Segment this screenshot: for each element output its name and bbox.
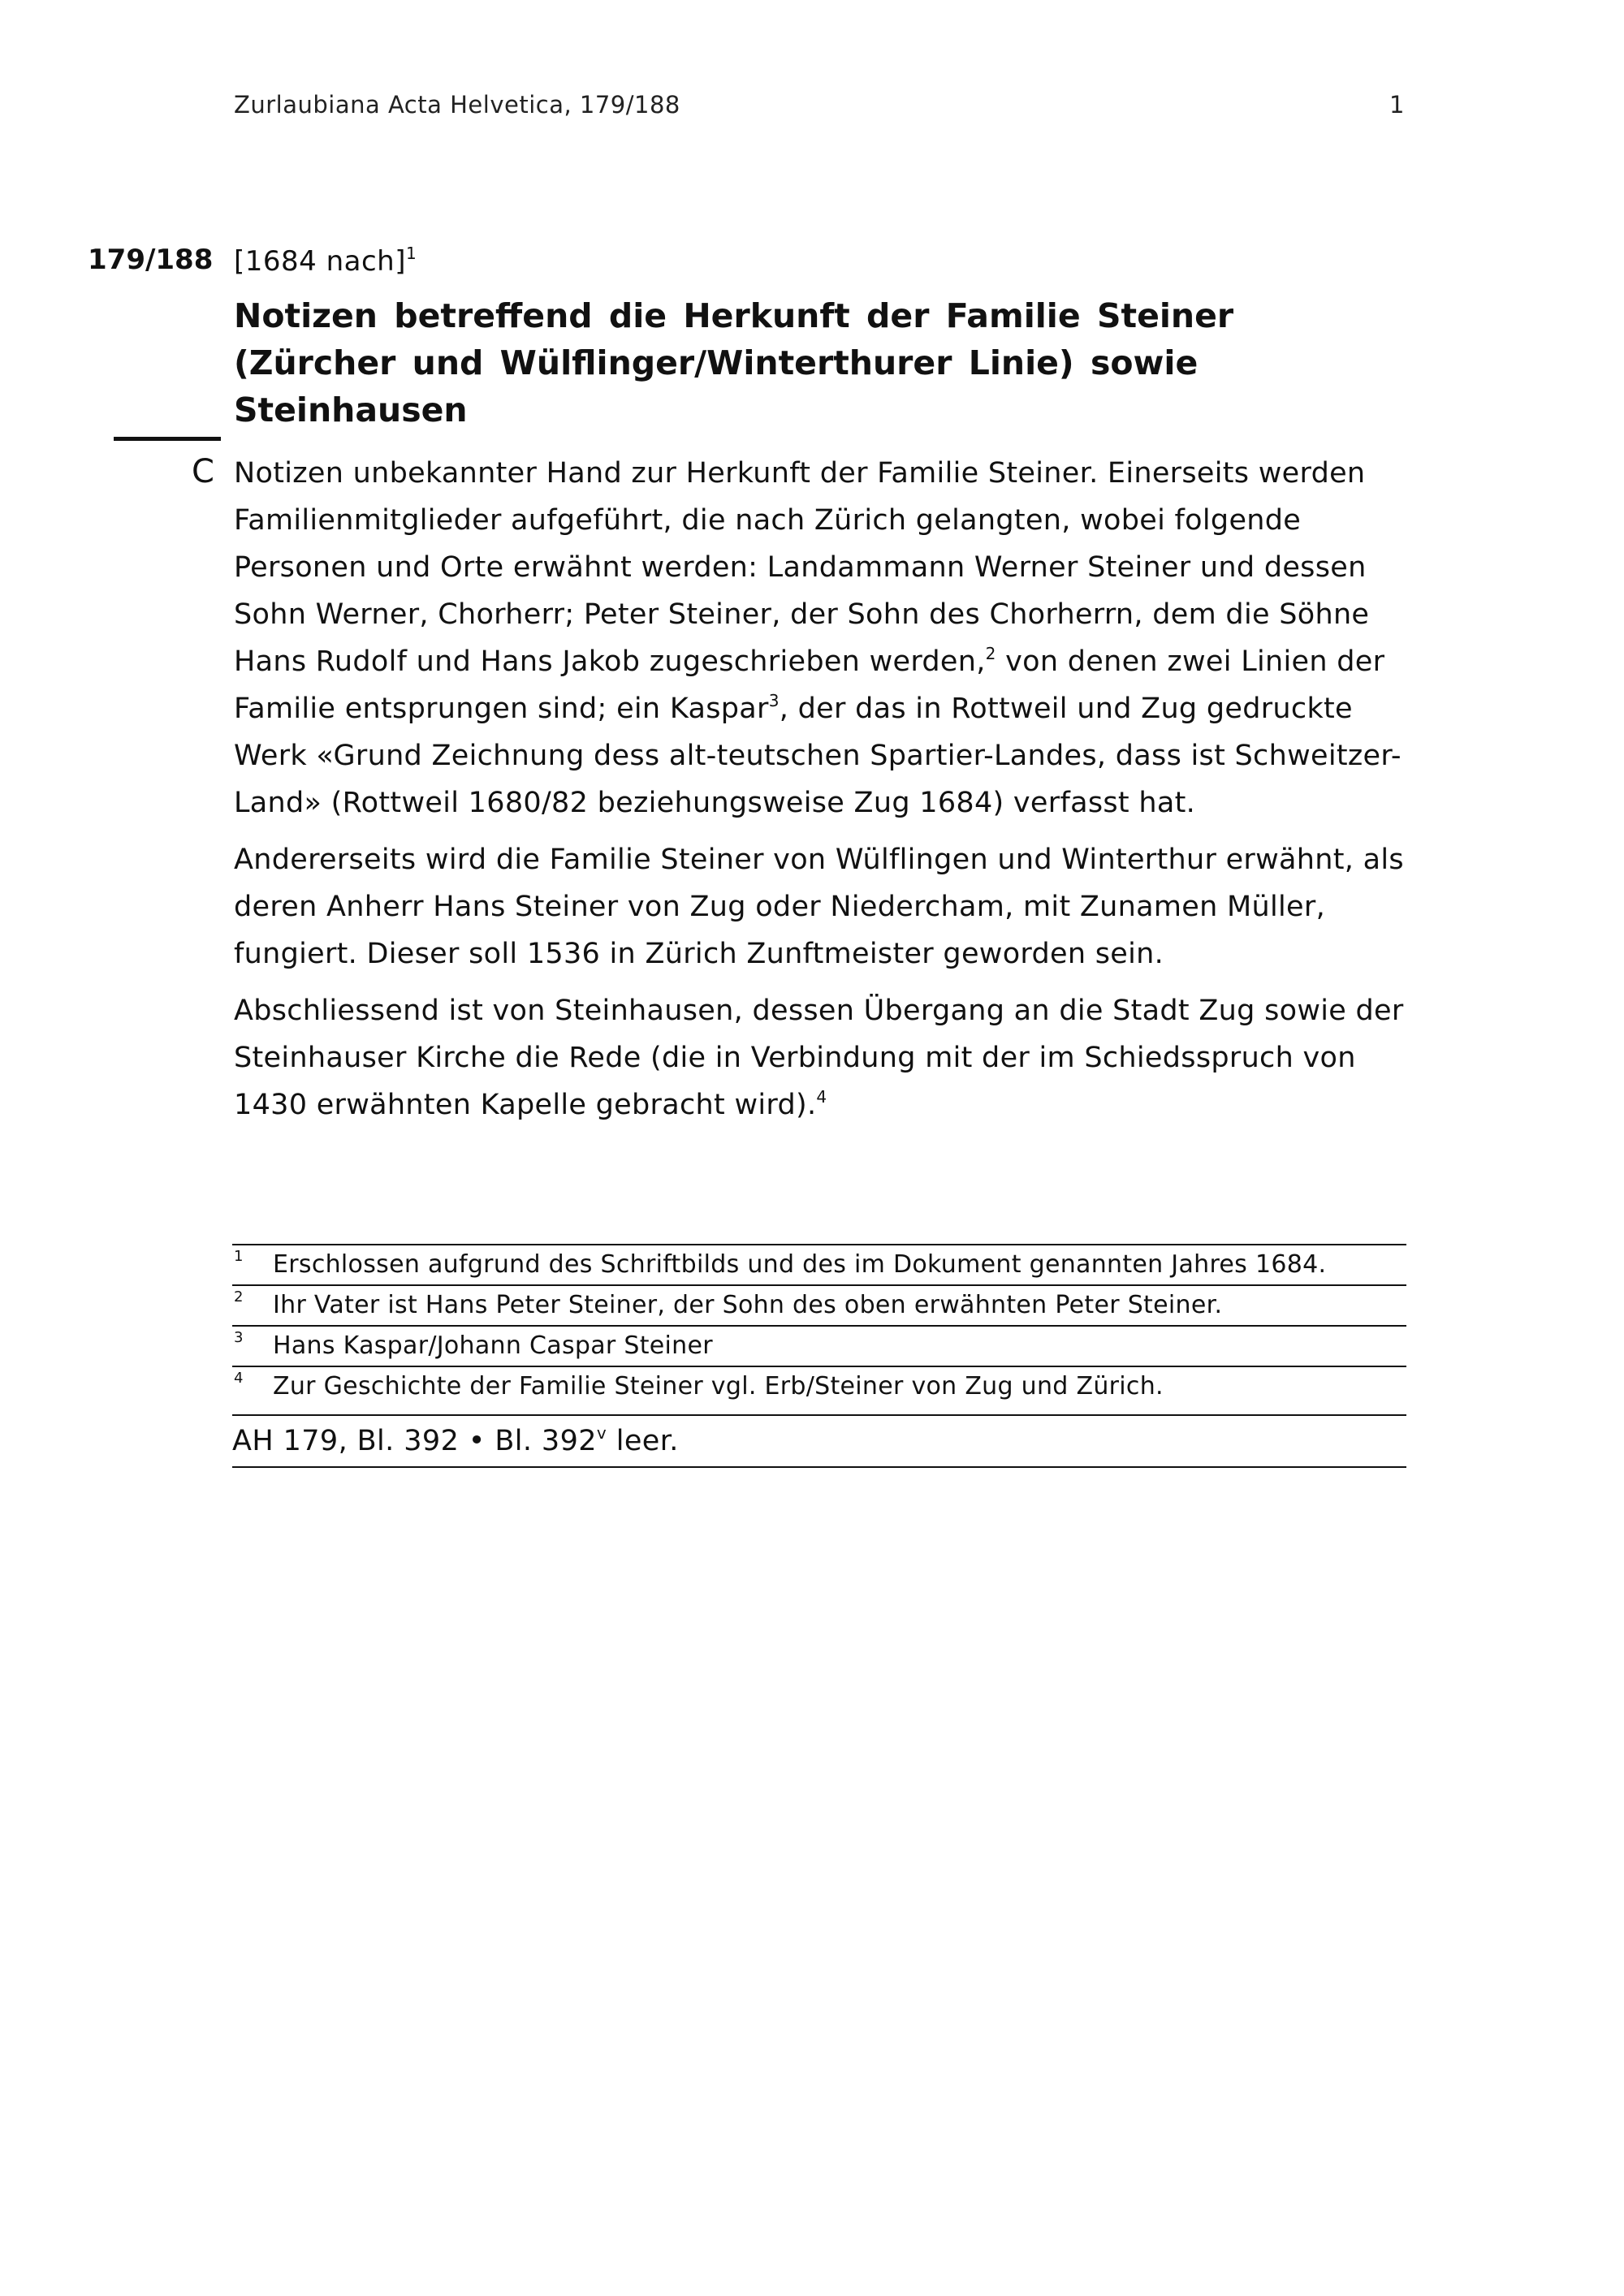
footnote-number: 1 [234, 1248, 244, 1265]
running-head [234, 91, 1405, 123]
footnote [232, 1367, 1406, 1406]
running-head-title: Zurlaubiana Acta Helvetica, 179/188 [234, 91, 680, 119]
footnote-text: Zur Geschichte der Familie Steiner vgl. Erb/Steiner von Zug und Zürich. [273, 1372, 1164, 1400]
paragraph-1-part-c: , der das in Rottweil und Zug gedruckte Werk «Grund Zeichnung dess alt-teutschen Spartier-Landes, dass ist Schweitzer-Land» (Rottweil 1680/82 beziehungsweise Zug 1684) verfasst hat. [234, 693, 1402, 819]
document-date-text: [1684 nach] [234, 245, 406, 278]
footnote [232, 1327, 1406, 1367]
source-text-end: leer. [607, 1425, 679, 1457]
footnote-text: Ihr Vater ist Hans Peter Steiner, der Sohn des oben erwähnten Peter Steiner. [273, 1291, 1223, 1319]
footnote-ref-3[interactable]: 3 [768, 691, 780, 710]
document-number: 179/188 [88, 244, 214, 276]
paragraph-2: Andererseits wird die Familie Steiner von Wülflingen und Winterthur erwähnt, als deren Anherr Hans Steiner von Zug oder Niedercham, mit Zunamen Müller, fungiert. Dieser soll 1536 in Zürich Zunftmeister geworden sein. [234, 844, 1404, 970]
footnote-ref-2[interactable]: 2 [985, 644, 996, 663]
paragraph-3-text: Abschliessend ist von Steinhausen, dessen Übergang an die Stadt Zug sowie der Steinhauser Kirche die Rede (die in Verbindung mit der im Schiedsspruch von 1430 erwähnten Kapelle gebracht wird). [234, 995, 1404, 1121]
footnote-text: Hans Kaspar/Johann Caspar Steiner [273, 1331, 713, 1360]
footnote-ref-4[interactable]: 4 [816, 1087, 827, 1107]
footnote-number: 3 [234, 1329, 244, 1346]
footnote-number: 4 [234, 1370, 244, 1387]
margin-letter: C [192, 453, 214, 490]
paragraph-1 [234, 450, 1419, 826]
document-title: Notizen betreffend die Herkunft der Familie Steiner (Zürcher und Wülflinger/Winterthurer Linie) sowie Steinhausen [234, 296, 1234, 429]
footnote [232, 1286, 1406, 1327]
footnotes [232, 1244, 1406, 1406]
source-reference [232, 1414, 1406, 1468]
verso-mark: v [596, 1423, 607, 1443]
footnote-text: Erschlossen aufgrund des Schriftbilds und des im Dokument genannten Jahres 1684. [273, 1250, 1327, 1279]
footnote-ref-1[interactable]: 1 [406, 244, 417, 263]
source-text: AH 179, Bl. 392 • Bl. 392 [232, 1425, 597, 1457]
paragraph-3 [234, 987, 1419, 1129]
margin-rule [114, 437, 221, 441]
paragraph-1-part-a: Notizen unbekannter Hand zur Herkunft der Familie Steiner. Einerseits werden Familienmitglieder aufgeführt, die nach Zürich gelangten, wobei folgende Personen und Orte erwähnt werden: Landammann Werner Steiner und dessen Sohn Werner, Chorherr; Peter Steiner, der Sohn des Chorherrn, dem die Söhne Hans Rudolf und Hans Jakob zugeschrieben werden, [234, 457, 1370, 678]
regest-body [234, 450, 1419, 1138]
footnote [232, 1245, 1406, 1286]
paragraph-1-part-b: von denen zwei Linien der Familie entsprungen sind; ein Kaspar [234, 645, 1385, 725]
document-date [234, 244, 417, 278]
page-number: 1 [1389, 91, 1405, 119]
footnote-number: 2 [234, 1288, 244, 1306]
